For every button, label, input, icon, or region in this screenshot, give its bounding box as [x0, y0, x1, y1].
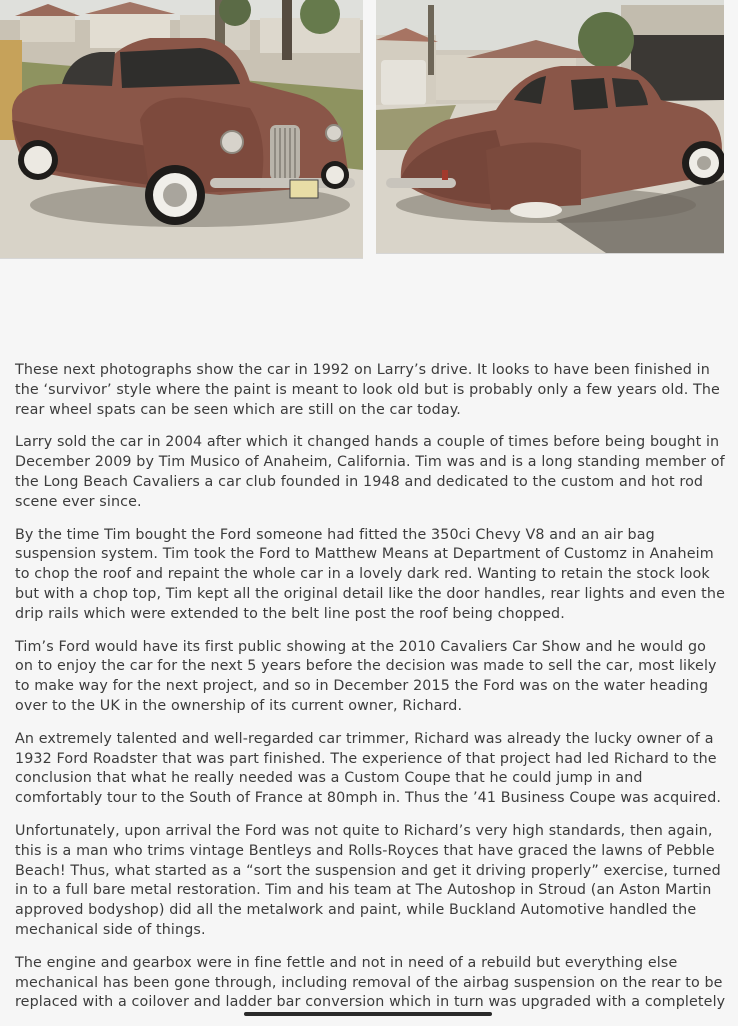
paragraph: These next photographs show the car in 1992 on Larry’s drive. It looks to have been finished in the ‘survivor’ style where the paint is meant to look old but is probably only a few years old. The rear wheel spats can be seen which are still on the car today. — [15, 362, 720, 418]
article-body — [15, 361, 727, 1026]
paragraph: Larry sold the car in 2004 after which it changed hands a couple of times before being bought in December 2009 by Tim Musico of Anaheim, California. Tim was and is a long standing member of the Long Beach Cavaliers a car club founded in 1948 and dedicated to the custom and hot rod scene ever since. — [15, 434, 725, 510]
paragraph: Tim’s Ford would have its first public showing at the 2010 Cavaliers Car Show and he would go on to enjoy the car for the next 5 years before the decision was made to sell the car, most likely to make way for the next project, and so in December 2015 the Ford was on the water heading over to the UK in the ownership of its current owner, Richard. — [15, 638, 717, 714]
paragraph: The engine and gearbox were in fine fettle and not in need of a rebuild but everything else mechanical has been gone through, including removal of the airbag suspension on the rear to be replaced with a coilover and ladder bar conversion which in turn was upgraded with a completely — [15, 954, 726, 1011]
front-three-quarter-photo — [0, 0, 363, 259]
paragraph: An extremely talented and well-regarded car trimmer, Richard was already the lucky owner of a 1932 Ford Roadster that was part finished. The experience of that project had led Richard to the conclusion that what he really needed was a Custom Coupe that he could jump in and comfortably tour to the South of France at 80mph in. Thus the ’41 Business Coupe was acquired. — [15, 730, 722, 807]
paragraph: By the time Tim bought the Ford someone had fitted the 350ci Chevy V8 and an air bag suspension system. Tim took the Ford to Matthew Means at Department of Customz in Anaheim to chop the roof and repaint the whole car in a lovely dark red. Wanting to retain the stock look but with a chop top, Tim kept all the original detail like the door handles, rear lights and even the drip rails which were extended to the belt line post the roof being chopped. — [15, 526, 725, 622]
redaction-stroke — [244, 1012, 492, 1016]
rear-three-quarter-photo — [376, 0, 724, 254]
paragraph: Unfortunately, upon arrival the Ford was not quite to Richard’s very high standards, then again, this is a man who trims vintage Bentleys and Rolls-Royces that have graced the lawns of Pebble Beach! Thus, what started as a “sort the suspension and get it driving properly” exercise, turned in to a full bare metal restoration. Tim and his team at The Autoshop in Stroud (an Aston Martin approved bodyshop) did all the metalwork and paint, while Buckland Automotive handled the mechanical side of things. — [15, 822, 721, 938]
